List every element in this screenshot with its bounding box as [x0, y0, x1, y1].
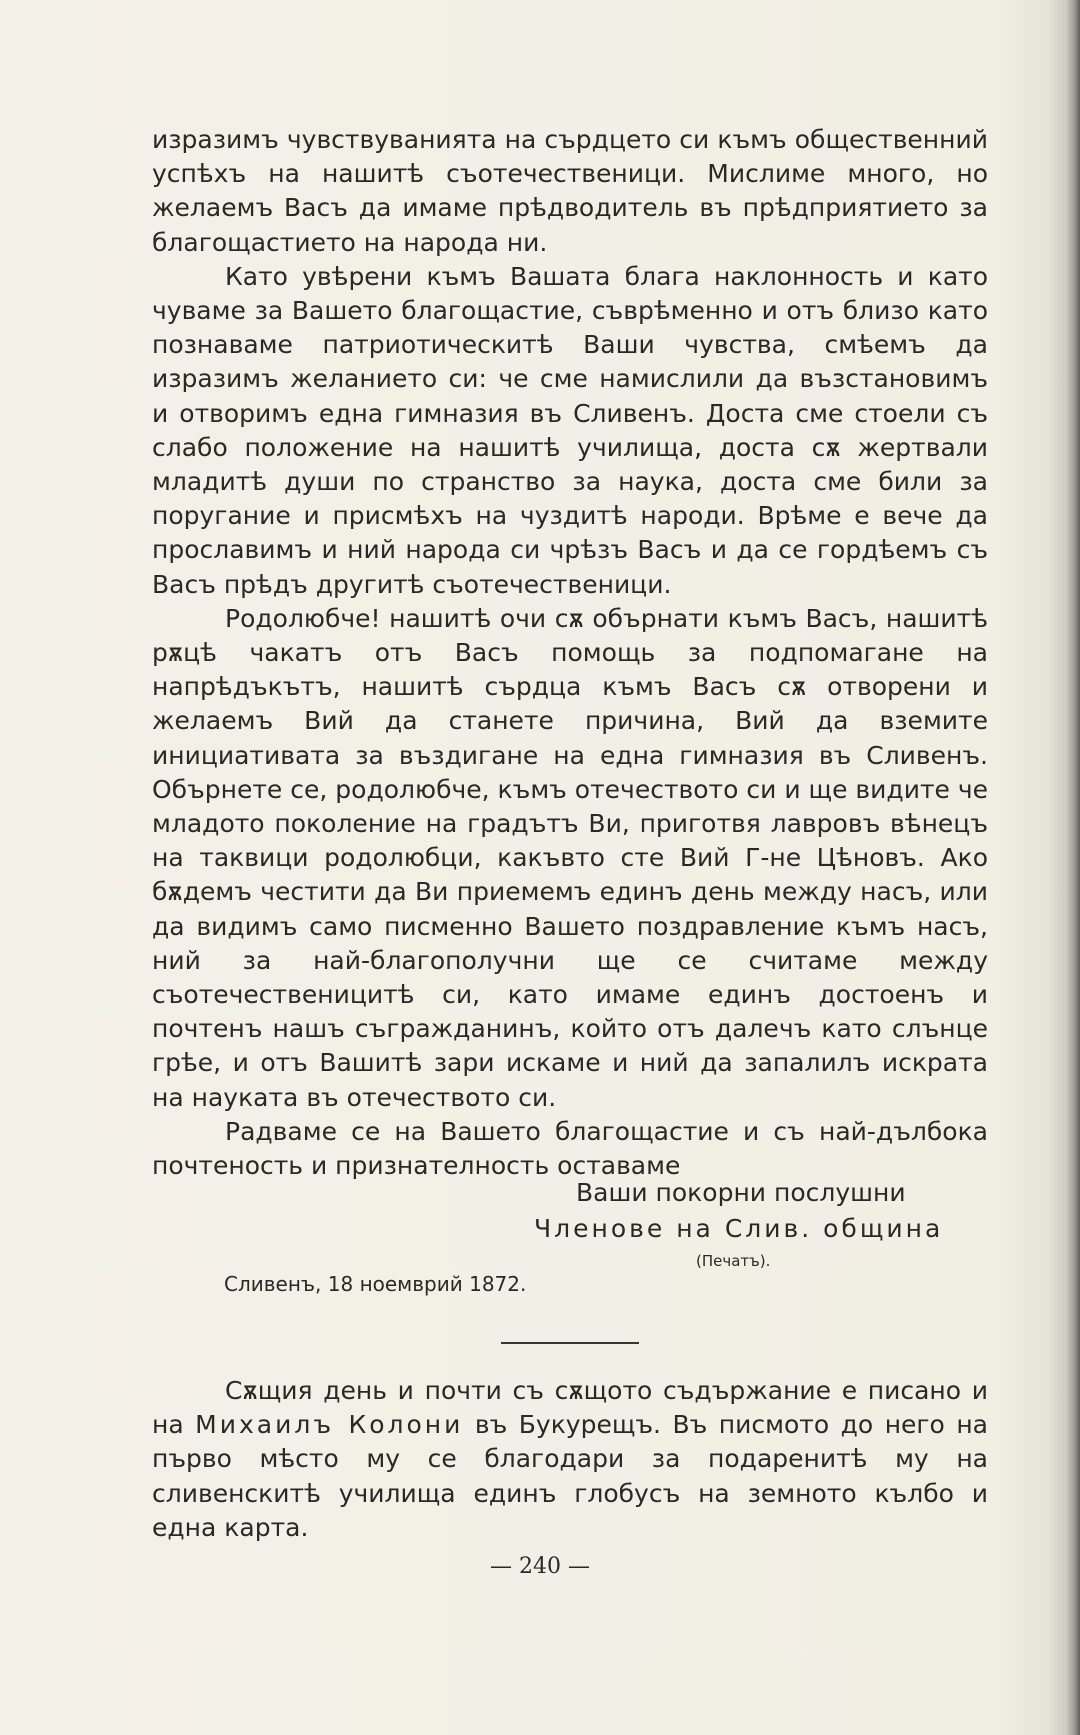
page-edge-shadow	[1066, 0, 1080, 1735]
paragraph-continuation: изразимъ чувствуванията на сърдцето си къмъ общественний успѣхъ на нашитѣ съотечественици. Мислиме много, но желаемъ Васъ да имаме прѣдводитель въ прѣдприятието за благощастието на народа ни.	[152, 125, 988, 257]
paragraph-text: Сѫщия день и почти съ сѫщото съдържание е писано и на	[152, 1376, 988, 1440]
place-date: Сливенъ, 18 ноемврий 1872.	[224, 1272, 527, 1296]
seal-note: (Печатъ).	[696, 1252, 771, 1270]
paragraph: Родолюбче! нашитѣ очи сѫ обърнати къмъ Васъ, нашитѣ рѫцѣ чакатъ отъ Васъ помощь за подпомагане на напрѣдъкътъ, нашитѣ сърдца къмъ Васъ сѫ отворени и желаемъ Вий да станете причина, Вий да вземите инициативата за въздигане на една гимназия въ Сливенъ. Обърнете се, родолюбче, къмъ отечеството си и ще видите че младото поколение на градътъ Ви, приготвя лавровъ вѣнецъ на таквици родолюбци, какъвто сте Вий Г-не Цѣновъ. Ако бѫдемъ честити да Ви приемемъ единъ день между насъ, или да видимъ само писменно Вашето поздравление къмъ насъ, ний за най-благополучни ще се считаме между съотечественицитѣ си, като имаме единъ достоенъ и почтенъ нашъ съгражданинъ, който отъ далечъ като слънце грѣе, и отъ Вашитѣ зари искаме и ний да запалилъ искрата на науката въ отечеството си.	[152, 603, 988, 1112]
paragraph: Радваме се на Вашето благощастие и съ най-дълбока почтеность и признателность оставаме	[152, 1116, 988, 1181]
signature-signers: Членове на Слив. община	[534, 1214, 944, 1243]
letter-body	[152, 123, 988, 1183]
signature-closing: Ваши покорни послушни	[576, 1178, 906, 1207]
paragraph: Като увѣрени къмъ Вашата блага наклонность и като чуваме за Вашето благощастие, съврѣменно и отъ близо като познаваме патриотическитѣ Ваши чувства, смѣемъ да изразимъ желанието си: че сме намислили да възстановимъ и отворимъ една гимназия въ Сливенъ. Доста сме стоели съ слабо положение на нашитѣ училища, доста сѫ жертвали младитѣ души по странство за наука, доста сме били за поругание и присмѣхъ на чуздитѣ народи. Врѣме е вече да прославимъ и ний народа си чрѣзъ Васъ и да се гордѣемъ съ Васъ прѣдъ другитѣ съотечественици.	[152, 261, 988, 599]
paragraph	[152, 1374, 988, 1545]
paragraph-text: въ Букурещъ. Въ писмото до него на първо мѣсто му се благодари за подаренитѣ му на сливенскитѣ училища единъ глобусъ на земното кълбо и една карта.	[152, 1410, 988, 1542]
bottom-section	[152, 1374, 988, 1545]
section-divider	[501, 1342, 639, 1344]
person-name: Михаилъ Колони	[195, 1410, 464, 1440]
page-number: — 240 —	[490, 1554, 590, 1579]
